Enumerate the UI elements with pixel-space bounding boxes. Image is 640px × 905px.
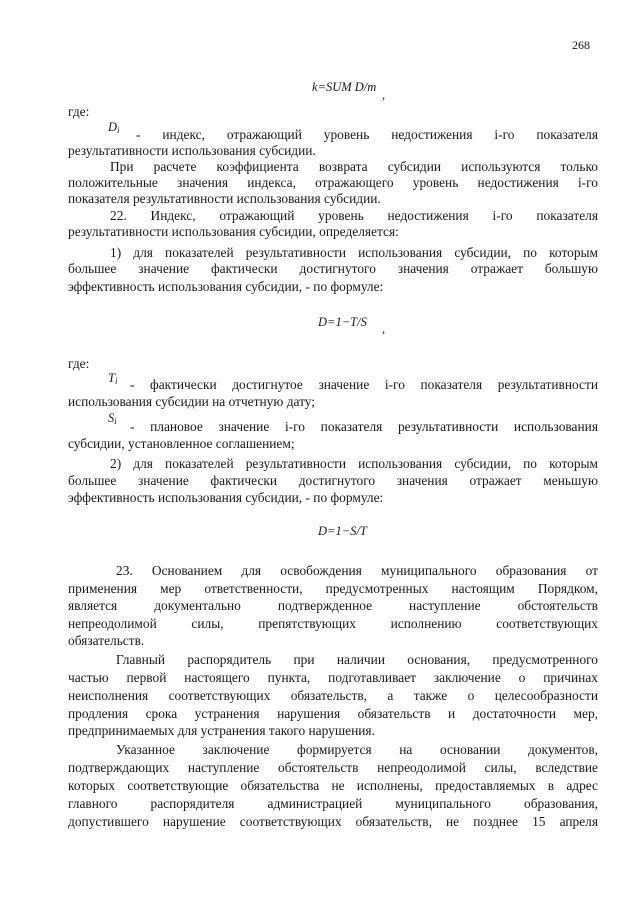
symbol-t: $T_i$: [108, 371, 118, 386]
text-line: - плановое значение i-го показателя результативности использования: [130, 419, 598, 434]
text-line: которых соответствующие обязательства не исполнены, предоставляемых в адрес: [68, 778, 598, 793]
text-line: результативности использования субсидии, определяется:: [68, 224, 399, 239]
text-line: частью первой настоящего пункта, подготавливает заключение о причинах: [68, 670, 598, 685]
text-line: Указанное заключение формируется на основании документов,: [116, 742, 598, 757]
text-line: непреодолимой силы, препятствующих исполнению соответствующих: [68, 616, 598, 631]
formula-index-2: D=1−S/T: [318, 524, 367, 538]
text-line: применения мер ответственности, предусмотренных настоящим Порядком,: [68, 581, 598, 596]
text-line: 23. Основанием для освобождения муниципального образования от: [116, 563, 598, 578]
text-line: обязательств.: [68, 633, 145, 648]
text-line: результативности использования субсидии.: [68, 143, 316, 158]
page-number: 268: [572, 38, 590, 52]
text-line: неисполнения соответствующих обязательств, а также о целесообразности: [68, 688, 598, 703]
text-line: положительные значения индекса, отражающего уровень недостижения i-го: [68, 175, 598, 190]
formula-comma: ,: [382, 88, 386, 102]
where-label: где:: [68, 104, 90, 119]
text-line: большее значение фактически достигнутого значения отражает большую: [68, 261, 598, 276]
text-line: использования субсидии на отчетную дату;: [68, 394, 316, 409]
text-line: главного распорядителя администрацией муниципального образования,: [68, 796, 598, 811]
text-line: - фактически достигнутое значение i-го показателя результативности: [130, 377, 598, 392]
text-line: эффективность использования субсидии, - по формуле:: [68, 490, 384, 505]
formula-comma: ,: [382, 322, 386, 336]
text-line: 22. Индекс, отражающий уровень недостижения i-го показателя: [110, 208, 598, 223]
text-line: - индекс, отражающий уровень недостижения i-го показателя: [136, 127, 598, 142]
symbol-s: $S_i$: [108, 411, 117, 426]
formula-index-1: D=1−T/S: [318, 315, 367, 329]
text-line: большее значение фактически достигнутого значения отражает меньшую: [68, 473, 598, 488]
formula-coefficient: [312, 80, 376, 95]
text-line: является документально подтвержденное наступление обстоятельств: [68, 598, 598, 613]
text-line: При расчете коэффициента возврата субсидии используются только: [110, 159, 598, 174]
text-line: показателя результативности использования субсидии.: [68, 191, 381, 206]
text-line: субсидии, установленное соглашением;: [68, 436, 295, 451]
text-line: продления срока устранения нарушения обязательств и достаточности мер,: [68, 706, 598, 721]
formula-text: k=SUM D/m: [312, 80, 377, 94]
text-line: эффективность использования субсидии, - по формуле:: [68, 279, 384, 294]
symbol-d: $D_i$: [108, 120, 120, 135]
text-line: 2) для показателей результативности использования субсидии, по которым: [110, 456, 598, 471]
where-label: где:: [68, 356, 90, 371]
text-line: допустившего нарушение соответствующих обязательств, не позднее 15 апреля: [68, 814, 598, 829]
text-line: подтверждающих наступление обстоятельств непреодолимой силы, вследствие: [68, 760, 598, 775]
text-line: предпринимаемых для устранения такого нарушения.: [68, 723, 375, 738]
text-line: 1) для показателей результативности использования субсидии, по которым: [110, 245, 598, 260]
text-line: Главный распорядитель при наличии основания, предусмотренного: [116, 652, 598, 667]
